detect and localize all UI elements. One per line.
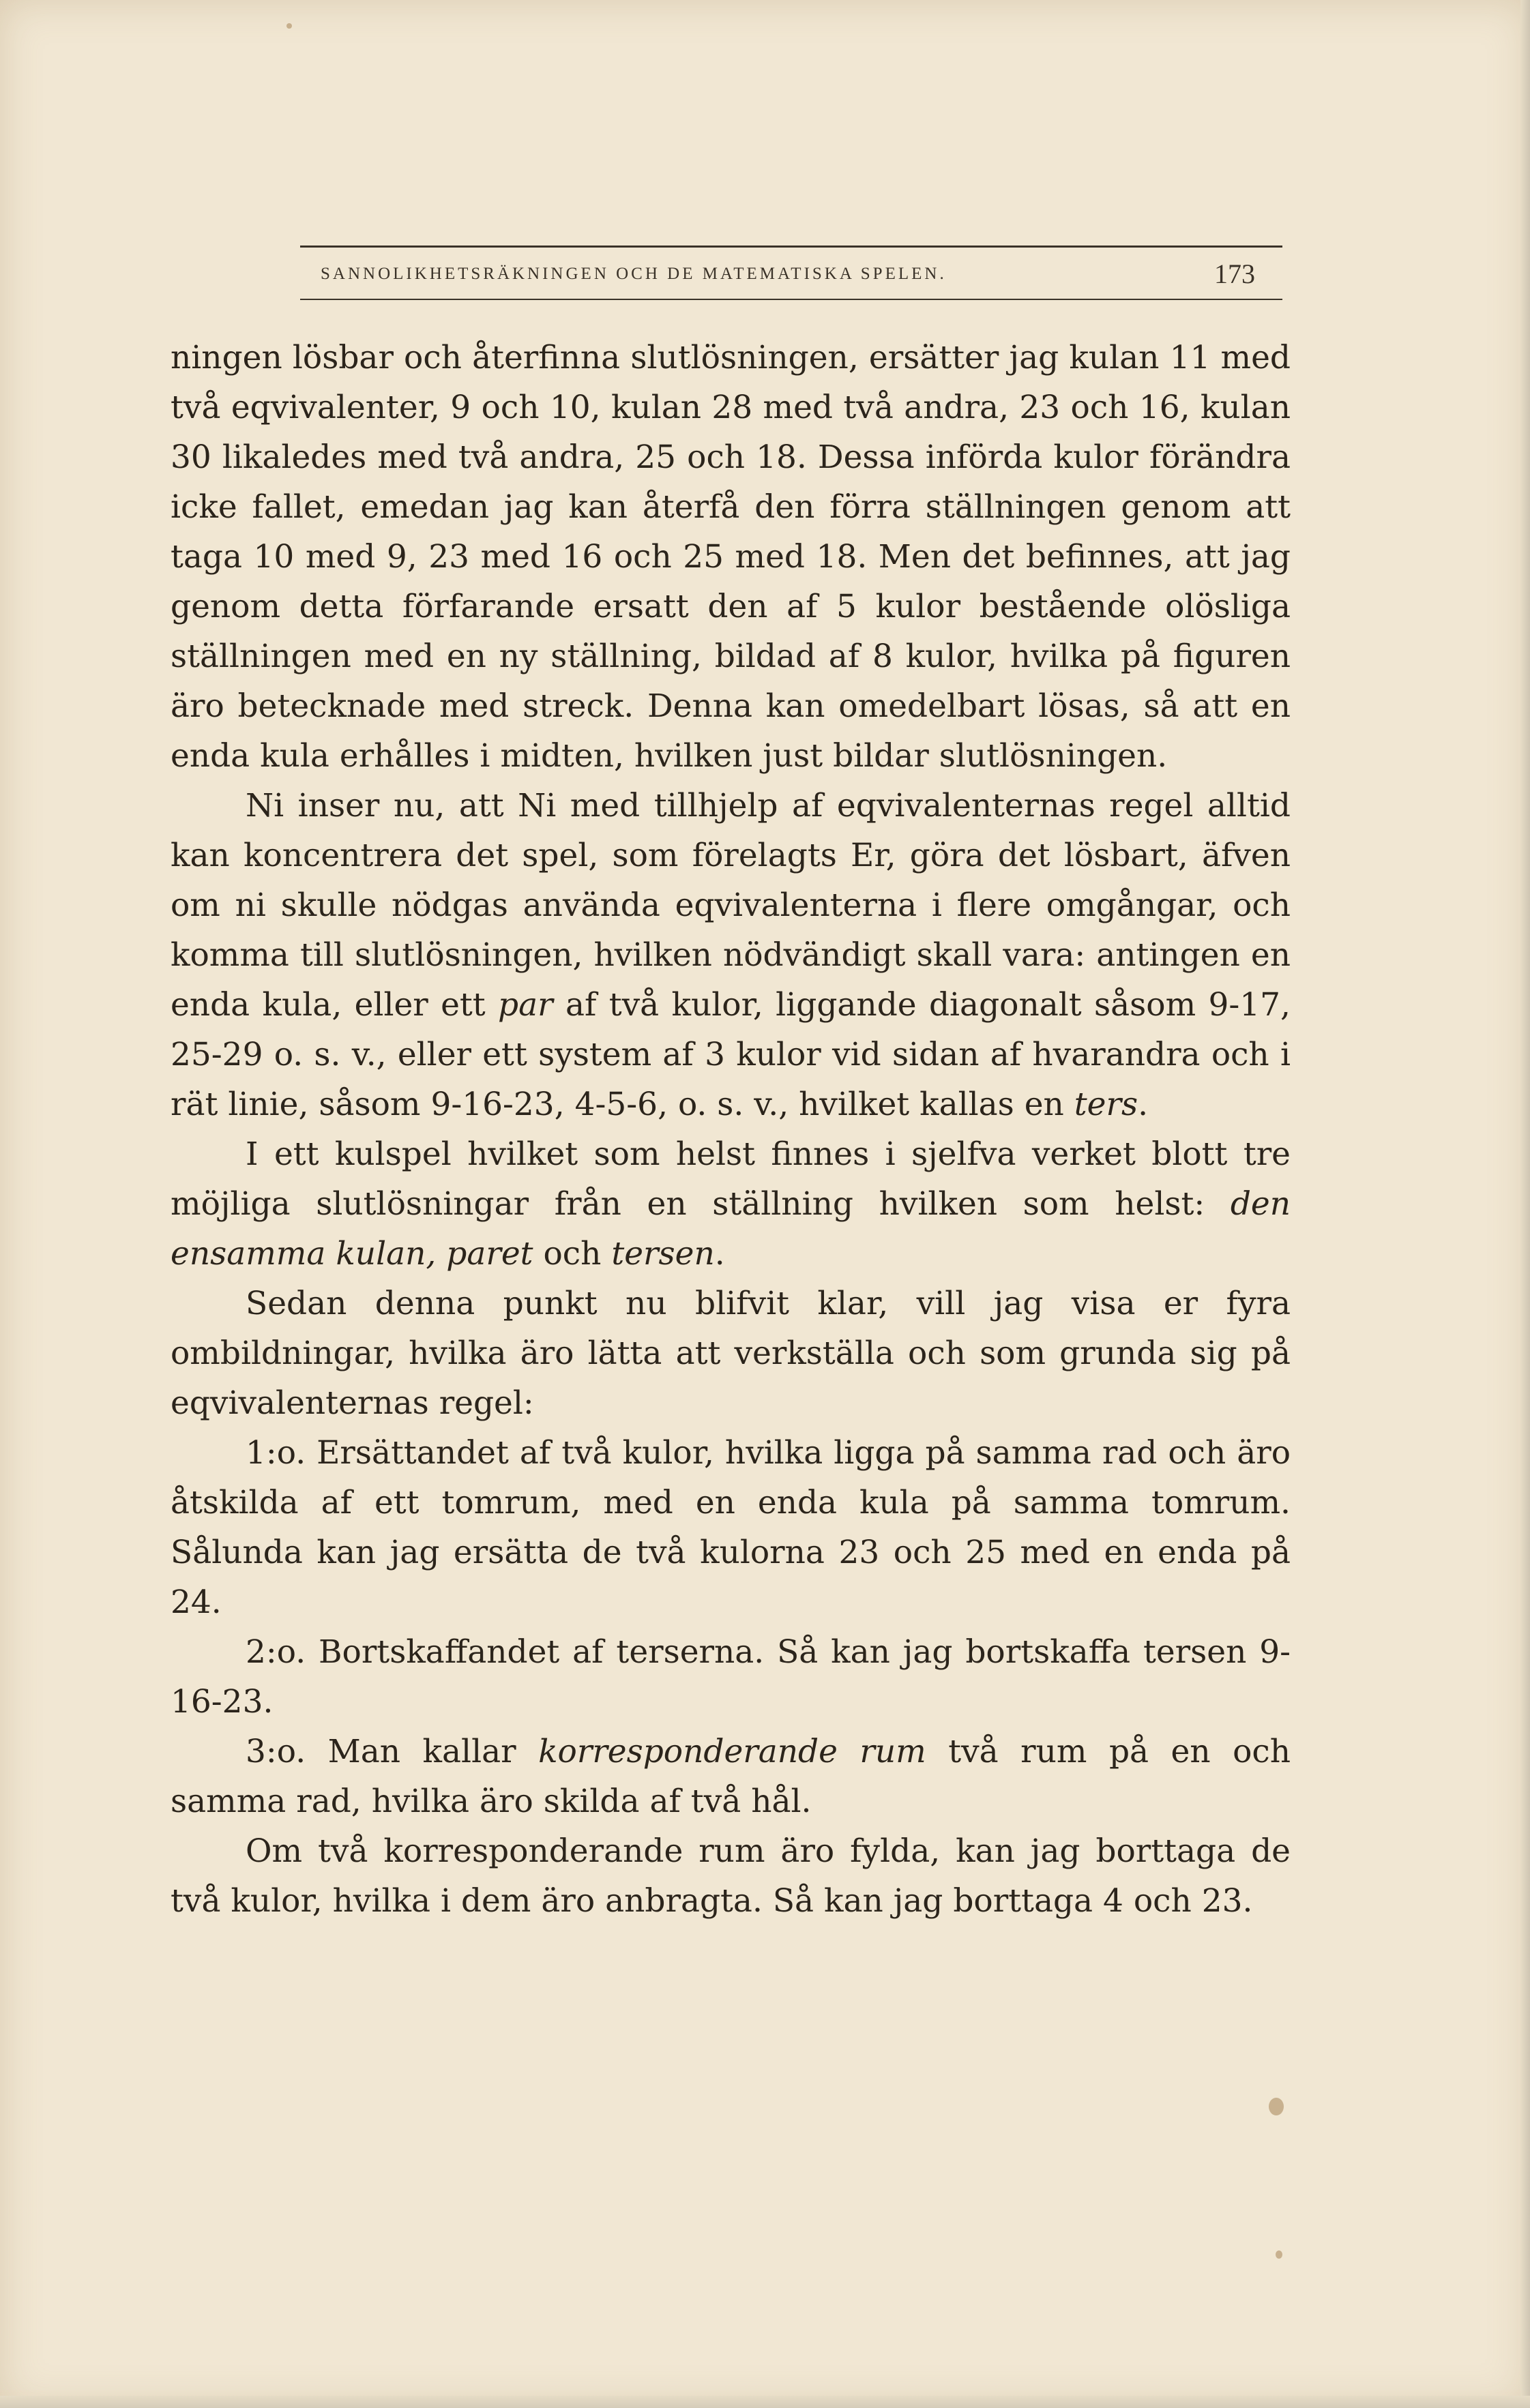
foxing-spot — [1269, 2098, 1284, 2115]
text-run: . — [1138, 1086, 1149, 1123]
paragraph-7-list-item-3 — [171, 1727, 1291, 1826]
paragraph-5-list-item-1 — [171, 1428, 1291, 1627]
text-run: 1:o. Ersättandet af två kulor, hvilka ligga på samma rad och äro åtskilda af ett tomrum, med en enda kula på samma tomrum. Sålunda kan jag ersätta de två kulorna 23 och 25 med en enda på 24. — [171, 1434, 1291, 1621]
italic-text: korresponderande rum — [538, 1733, 926, 1770]
running-title: SANNOLIKHETSRÄKNINGEN OCH DE MATEMATISKA SPELEN. — [321, 265, 947, 283]
page-edge-bottom — [0, 2396, 1530, 2408]
paragraph-3 — [171, 1129, 1291, 1279]
text-run: och — [533, 1235, 612, 1273]
paragraph-8 — [171, 1826, 1291, 1926]
text-run: af två kulor, liggande diagonalt såsom 9-17, 25-29 o. s. v., eller ett system af 3 kulor vid sidan af hvarandra och i rät linie, såsom 9-16-23, 4-5-6, o. s. v., hvilket kallas en — [171, 986, 1291, 1123]
paragraph-6-list-item-2 — [171, 1627, 1291, 1727]
page-header — [321, 258, 1282, 291]
text-run: Ni inser nu, att Ni med tillhjelp af eqvivalenternas regel alltid kan koncentrera det spel, som förelagts Er, göra det lösbart, äfven om ni skulle nödgas använda eqvivalenterna i flere omgångar, och komma till slutlösningen, hvilken nödvändigt skall vara: antingen en enda kula, eller ett — [171, 787, 1291, 1024]
text-run: Sedan denna punkt nu blifvit klar, vill jag visa er fyra ombildningar, hvilka äro lätta att verkställa och som grunda sig på eqvivalenternas regel: — [171, 1285, 1291, 1422]
body-text — [171, 333, 1291, 1926]
header-rule-top — [300, 246, 1282, 248]
text-run: I ett kulspel hvilket som helst finnes i sjelfva verket blott tre möjliga slutlösningar från en ställning hvilken som helst: — [171, 1135, 1291, 1223]
page-edge-right — [1520, 0, 1530, 2408]
text-run: . — [714, 1235, 725, 1273]
text-run: 3:o. Man kallar — [246, 1733, 539, 1770]
italic-text: tersen — [611, 1235, 715, 1273]
header-rule-bottom — [300, 299, 1282, 300]
text-run: 2:o. Bortskaffandet af terserna. Så kan jag bortskaffa tersen 9-16-23. — [171, 1633, 1291, 1721]
foxing-spot — [1276, 2250, 1282, 2259]
paragraph-4 — [171, 1279, 1291, 1428]
foxing-spot — [286, 23, 292, 29]
text-run: två rum på en och samma rad, hvilka äro skilda af två hål. — [171, 1733, 1291, 1820]
page-number: 173 — [1214, 258, 1255, 289]
paragraph-2 — [171, 781, 1291, 1129]
text-run: ningen lösbar och återfinna slutlösningen, ersätter jag kulan 11 med två eqvivalenter, 9 och 10, kulan 28 med två andra, 23 och 16, kulan 30 likaledes med två andra, 25 och 18. Dessa införda kulor förändra icke fallet, emedan jag kan återfå den förra ställningen genom att taga 10 med 9, 23 med 16 och 25 med 18. Men det befinnes, att jag genom detta förfarande ersatt den af 5 kulor bestående olösliga ställningen med en ny ställning, bildad af 8 kulor, hvilka på figuren äro betecknade med streck. Denna kan omedelbart lösas, så att en enda kula erhålles i midten, hvilken just bildar slutlösningen. — [171, 339, 1291, 775]
paragraph-1 — [171, 333, 1291, 781]
italic-text: den ensamma kulan, paret — [171, 1185, 1291, 1273]
text-run: Om två korresponderande rum äro fylda, kan jag borttaga de två kulor, hvilka i dem äro anbragta. Så kan jag borttaga 4 och 23. — [171, 1832, 1291, 1920]
italic-text: par — [498, 986, 553, 1024]
italic-text: ters — [1074, 1086, 1138, 1123]
